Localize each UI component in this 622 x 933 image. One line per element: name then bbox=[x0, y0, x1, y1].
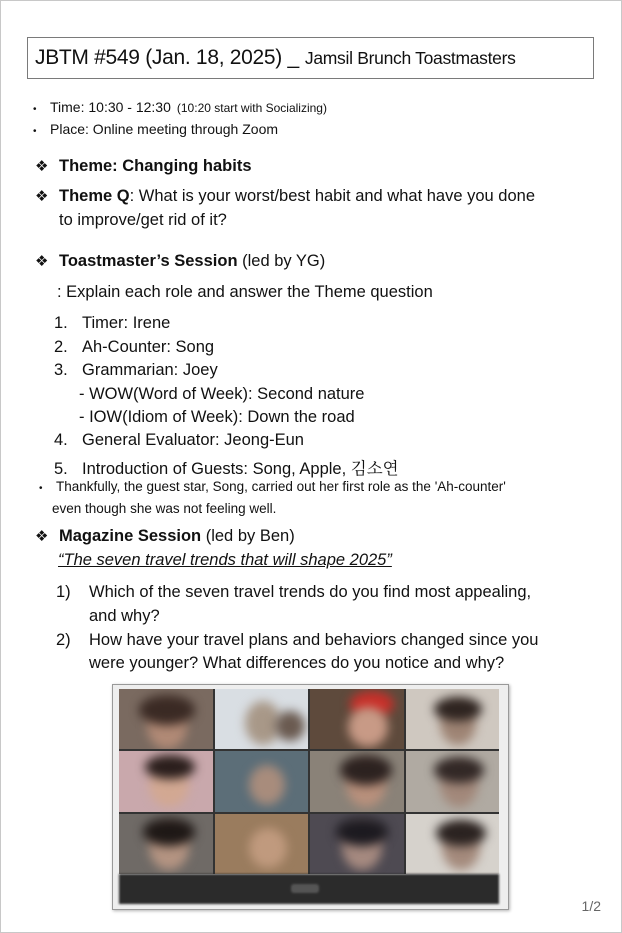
time-text: Time: 10:30 - 12:30 bbox=[50, 99, 171, 115]
meeting-title: JBTM #549 (Jan. 18, 2025) _ bbox=[35, 46, 299, 69]
video-tile bbox=[215, 689, 309, 749]
video-tile bbox=[406, 814, 500, 874]
wow-item: - WOW(Word of Week): Second nature bbox=[79, 385, 365, 403]
role-text: Timer: Irene bbox=[82, 314, 171, 332]
question-item bbox=[56, 583, 531, 602]
video-tile bbox=[119, 751, 213, 811]
magazine-led-by: (led by Ben) bbox=[201, 527, 295, 545]
role-number: 2. bbox=[54, 338, 68, 356]
club-name: Jamsil Brunch Toastmasters bbox=[304, 47, 516, 68]
article-title: “The seven travel trends that will shape 2025” bbox=[58, 551, 392, 569]
role-item bbox=[54, 338, 214, 357]
role-item bbox=[54, 431, 304, 450]
role-text: Grammarian: Joey bbox=[82, 361, 218, 379]
role-text: Ah-Counter: Song bbox=[82, 338, 215, 356]
video-tile bbox=[406, 689, 500, 749]
theme-label: Theme: Changing habits bbox=[59, 157, 252, 175]
zoom-control-bar bbox=[119, 874, 499, 904]
role-item bbox=[54, 455, 399, 479]
video-tile bbox=[310, 689, 404, 749]
role-item bbox=[54, 314, 170, 333]
magazine-heading bbox=[59, 527, 295, 546]
video-tile bbox=[310, 814, 404, 874]
video-tile bbox=[215, 814, 309, 874]
diamond-bullet-icon: ❖ bbox=[35, 188, 49, 205]
title-box bbox=[27, 37, 594, 79]
thanks-line bbox=[39, 477, 506, 499]
theme-q-continuation: to improve/get rid of it? bbox=[59, 211, 227, 229]
question-text: Which of the seven travel trends do you find most appealing, bbox=[89, 583, 532, 601]
diamond-bullet-icon: ❖ bbox=[35, 528, 49, 545]
role-number: 4. bbox=[54, 431, 68, 449]
blurred-button-icon bbox=[291, 884, 319, 893]
diamond-bullet-icon: ❖ bbox=[35, 253, 49, 270]
thanks-note bbox=[39, 477, 506, 519]
video-tile bbox=[310, 751, 404, 811]
video-tile bbox=[119, 689, 213, 749]
time-note: (10:20 start with Socializing) bbox=[176, 101, 327, 115]
place-text: Place: Online meeting through Zoom bbox=[50, 121, 279, 137]
page-number: 1/2 bbox=[581, 898, 601, 914]
time-line bbox=[33, 99, 327, 121]
video-tile bbox=[119, 814, 213, 874]
question-item bbox=[56, 631, 538, 650]
role-number: 1. bbox=[54, 314, 68, 332]
question-continuation: were younger? What differences do you notice and why? bbox=[89, 654, 505, 672]
toastmaster-led-by: (led by YG) bbox=[237, 252, 326, 270]
thanks-continuation: even though she was not feeling well. bbox=[52, 501, 277, 516]
role-text: Introduction of Guests: Song, Apple, 김소연 bbox=[82, 460, 399, 478]
role-item bbox=[54, 361, 218, 380]
question-text: How have your travel plans and behaviors changed since you bbox=[89, 631, 539, 649]
bullet-icon: • bbox=[33, 104, 37, 115]
video-grid bbox=[119, 689, 499, 874]
meeting-info bbox=[33, 99, 327, 143]
question-number: 1) bbox=[56, 583, 71, 601]
question-continuation: and why? bbox=[89, 607, 160, 625]
theme-q-label: Theme Q bbox=[59, 187, 130, 205]
iow-item: - IOW(Idiom of Week): Down the road bbox=[79, 408, 355, 426]
role-text: General Evaluator: Jeong-Eun bbox=[82, 431, 304, 449]
diamond-bullet-icon: ❖ bbox=[35, 158, 49, 175]
zoom-meeting-photo bbox=[112, 684, 509, 910]
video-tile bbox=[215, 751, 309, 811]
role-number: 5. bbox=[54, 460, 68, 478]
thanks-text: Thankfully, the guest star, Song, carried out her first role as the 'Ah-counter' bbox=[56, 479, 506, 494]
role-number: 3. bbox=[54, 361, 68, 379]
place-line bbox=[33, 121, 327, 143]
bullet-icon: • bbox=[33, 126, 37, 137]
bullet-icon: • bbox=[39, 483, 43, 494]
magazine-label: Magazine Session bbox=[59, 527, 202, 545]
theme-heading bbox=[59, 157, 252, 176]
theme-q-text: : What is your worst/best habit and what have you done bbox=[129, 187, 536, 205]
toastmaster-label: Toastmaster’s Session bbox=[59, 252, 238, 270]
theme-question bbox=[59, 187, 535, 206]
toastmaster-intro: : Explain each role and answer the Theme question bbox=[57, 283, 433, 301]
toastmaster-heading bbox=[59, 252, 325, 271]
question-number: 2) bbox=[56, 631, 71, 649]
video-tile bbox=[406, 751, 500, 811]
